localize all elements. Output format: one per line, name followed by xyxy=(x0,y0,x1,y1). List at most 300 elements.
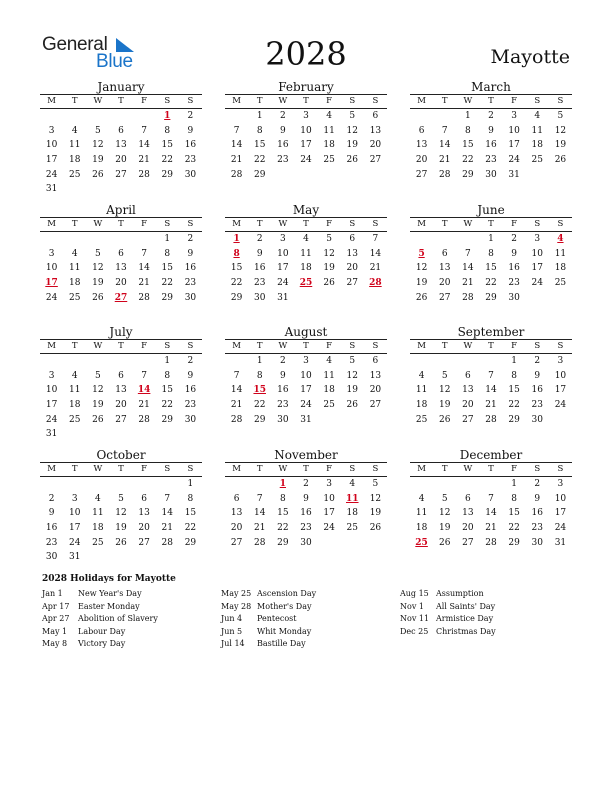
day-cell: 26 xyxy=(554,155,567,166)
day-grid xyxy=(40,232,202,305)
day-cell: 21 xyxy=(138,155,150,166)
day-cell: 1 xyxy=(187,479,194,489)
day-cell: 13 xyxy=(369,370,382,381)
day-cell: 9 xyxy=(256,248,263,259)
day-cell: 26 xyxy=(346,155,358,166)
weekday-label: T xyxy=(488,341,494,351)
day-cell: 16 xyxy=(531,508,543,519)
day-cell: 5 xyxy=(557,111,564,121)
day-cell: 1 xyxy=(256,356,263,366)
day-cell: 25 xyxy=(323,155,335,166)
weekday-label: F xyxy=(511,341,518,351)
holiday-date: May 8 xyxy=(42,639,68,648)
day-cell: 17 xyxy=(45,400,58,411)
day-cell: 13 xyxy=(138,508,150,519)
day-cell: 6 xyxy=(118,125,124,136)
day-cell: 2 xyxy=(303,479,309,489)
day-cell: 11 xyxy=(531,125,543,136)
empty-day-cell xyxy=(63,477,86,492)
day-cell: 14 xyxy=(161,508,173,519)
day-cell: 3 xyxy=(511,111,517,121)
weekday-label: W xyxy=(93,464,103,474)
day-cell: 2 xyxy=(48,493,55,504)
day-cell: 9 xyxy=(48,508,55,519)
day-cell: 13 xyxy=(115,140,127,151)
day-cell: 17 xyxy=(68,523,81,534)
weekday-label: S xyxy=(187,341,194,351)
day-cell: 22 xyxy=(277,523,289,534)
day-cell: 6 xyxy=(349,234,356,244)
weekday-label: M xyxy=(232,219,241,229)
calendar-year-title: 2028 xyxy=(265,35,347,73)
day-cell: 19 xyxy=(554,140,567,151)
day-cell: 18 xyxy=(346,508,358,519)
day-cell: 19 xyxy=(92,278,104,289)
day-cell: 16 xyxy=(45,523,58,534)
month-december xyxy=(410,448,572,550)
day-cell: 2 xyxy=(279,356,286,366)
weekday-label: S xyxy=(534,464,541,474)
weekday-label: S xyxy=(372,464,379,474)
holiday-row xyxy=(400,626,570,639)
day-cell: 6 xyxy=(464,370,471,381)
day-grid xyxy=(225,109,387,182)
day-grid xyxy=(410,232,572,305)
weekday-label: S xyxy=(557,96,564,106)
day-cell: 9 xyxy=(511,248,517,259)
logo-word-general: General xyxy=(42,34,108,55)
empty-day-cell xyxy=(156,477,179,492)
holiday-date: Apr 17 xyxy=(42,601,70,611)
day-cell: 9 xyxy=(488,125,494,136)
day-cell: 19 xyxy=(92,400,104,411)
day-cell: 5 xyxy=(118,493,124,504)
day-cell: 19 xyxy=(92,155,104,166)
weekday-label: M xyxy=(47,219,56,229)
day-cell: 29 xyxy=(161,414,173,425)
weekday-label: W xyxy=(463,96,473,106)
month-august xyxy=(225,325,387,427)
weekday-label: T xyxy=(303,341,309,351)
day-cell: 26 xyxy=(369,523,382,534)
day-cell: 11 xyxy=(68,263,81,274)
holiday-row xyxy=(42,613,212,626)
holidays-list-title: 2028 Holidays for Mayotte xyxy=(42,574,176,584)
day-cell: 20 xyxy=(138,523,150,534)
empty-day-cell xyxy=(433,477,456,492)
day-cell: 25 xyxy=(68,292,81,303)
day-cell: 5 xyxy=(94,125,101,136)
weekday-header xyxy=(225,217,387,232)
month-january xyxy=(40,80,202,197)
day-cell: 11 xyxy=(92,508,104,519)
day-cell: 30 xyxy=(184,292,197,303)
weekday-label: T xyxy=(256,341,263,351)
weekday-header xyxy=(40,94,202,109)
day-cell: 4 xyxy=(418,493,425,504)
day-cell: 12 xyxy=(415,263,428,274)
day-grid xyxy=(225,354,387,427)
day-cell: 24 xyxy=(277,278,289,289)
weekday-label: S xyxy=(187,96,194,106)
day-cell: 18 xyxy=(531,140,543,151)
day-cell: 3 xyxy=(303,356,309,366)
holiday-row xyxy=(221,626,391,639)
day-cell: 22 xyxy=(184,523,197,534)
day-cell: 29 xyxy=(485,292,497,303)
day-cell: 15 xyxy=(184,508,197,519)
day-cell: 29 xyxy=(253,169,266,180)
day-cell: 20 xyxy=(230,523,243,534)
day-cell: 23 xyxy=(277,400,289,411)
day-cell: 10 xyxy=(45,385,58,396)
day-cell: 30 xyxy=(253,292,266,303)
day-cell: 8 xyxy=(164,125,171,136)
holiday-day-cell: 14 xyxy=(137,385,151,396)
month-name: May xyxy=(292,203,320,217)
weekday-label: T xyxy=(303,464,309,474)
day-cell: 8 xyxy=(256,125,263,136)
holiday-date: Nov 11 xyxy=(400,614,430,623)
weekday-label: S xyxy=(164,96,171,106)
day-grid xyxy=(410,477,572,550)
day-cell: 22 xyxy=(253,155,266,166)
day-cell: 21 xyxy=(138,278,150,289)
day-cell: 27 xyxy=(346,278,358,289)
holiday-date: May 25 xyxy=(221,589,252,598)
month-september xyxy=(410,325,572,427)
day-cell: 27 xyxy=(138,537,150,548)
holiday-name: Whit Monday xyxy=(257,626,312,636)
weekday-label: T xyxy=(441,96,448,106)
day-cell: 1 xyxy=(511,479,517,489)
holiday-date: May 1 xyxy=(42,626,68,636)
holiday-row xyxy=(400,613,570,626)
weekday-label: T xyxy=(118,464,124,474)
day-cell: 27 xyxy=(230,537,243,548)
weekday-label: W xyxy=(93,219,103,229)
day-cell: 18 xyxy=(415,400,428,411)
day-cell: 30 xyxy=(184,414,197,425)
day-cell: 17 xyxy=(508,140,520,151)
day-cell: 18 xyxy=(68,155,81,166)
day-cell: 23 xyxy=(184,155,197,166)
weekday-header xyxy=(225,94,387,109)
weekday-label: T xyxy=(118,96,124,106)
day-cell: 4 xyxy=(418,370,425,381)
day-cell: 19 xyxy=(438,523,451,534)
day-cell: 20 xyxy=(115,155,127,166)
day-cell: 8 xyxy=(279,493,286,504)
holiday-name: New Year's Day xyxy=(78,589,142,598)
empty-day-cell xyxy=(63,109,86,124)
day-cell: 9 xyxy=(187,125,194,136)
day-cell: 21 xyxy=(485,523,497,534)
day-cell: 23 xyxy=(184,400,197,411)
day-cell: 9 xyxy=(534,370,541,381)
weekday-label: W xyxy=(463,341,473,351)
day-cell: 23 xyxy=(485,155,497,166)
empty-day-cell xyxy=(410,477,433,492)
day-cell: 6 xyxy=(141,493,147,504)
day-cell: 16 xyxy=(184,140,197,151)
day-cell: 9 xyxy=(303,493,309,504)
day-cell: 6 xyxy=(233,493,240,504)
weekday-label: M xyxy=(47,464,56,474)
holiday-row xyxy=(400,588,570,601)
day-cell: 8 xyxy=(511,370,517,381)
weekday-label: S xyxy=(557,464,564,474)
weekday-label: W xyxy=(278,464,288,474)
day-cell: 31 xyxy=(300,414,312,425)
empty-day-cell xyxy=(248,477,271,492)
day-cell: 24 xyxy=(68,537,81,548)
holiday-name: Labour Day xyxy=(78,626,126,636)
holiday-name: Mother's Day xyxy=(257,601,312,611)
day-cell: 22 xyxy=(508,400,520,411)
day-cell: 17 xyxy=(45,155,58,166)
day-cell: 26 xyxy=(92,169,104,180)
day-cell: 25 xyxy=(68,414,81,425)
day-cell: 30 xyxy=(45,552,58,563)
day-cell: 2 xyxy=(187,234,194,244)
day-cell: 10 xyxy=(277,248,289,259)
day-grid xyxy=(410,354,572,427)
day-cell: 9 xyxy=(279,370,286,381)
holiday-day-cell: 1 xyxy=(279,479,286,489)
empty-day-cell xyxy=(456,354,479,369)
weekday-label: M xyxy=(232,464,241,474)
day-cell: 10 xyxy=(554,493,567,504)
day-cell: 28 xyxy=(138,414,150,425)
month-march xyxy=(410,80,572,182)
weekday-header xyxy=(225,339,387,354)
month-name: July xyxy=(109,325,133,339)
day-cell: 19 xyxy=(115,523,127,534)
weekday-label: S xyxy=(349,464,356,474)
holiday-date: Jun 5 xyxy=(221,626,243,636)
day-cell: 16 xyxy=(184,263,197,274)
day-cell: 7 xyxy=(256,493,263,504)
day-cell: 13 xyxy=(230,508,243,519)
day-cell: 16 xyxy=(277,385,289,396)
day-cell: 18 xyxy=(300,263,312,274)
day-cell: 16 xyxy=(277,140,289,151)
weekday-label: W xyxy=(278,219,288,229)
holiday-row xyxy=(221,601,391,614)
holiday-column xyxy=(221,588,391,651)
day-cell: 1 xyxy=(256,111,263,121)
weekday-label: F xyxy=(511,96,518,106)
day-cell: 4 xyxy=(71,248,78,259)
day-cell: 26 xyxy=(92,414,104,425)
day-cell: 29 xyxy=(253,414,266,425)
empty-day-cell xyxy=(40,354,63,369)
holiday-name: Abolition of Slavery xyxy=(78,614,158,623)
weekday-label: M xyxy=(47,96,56,106)
day-cell: 16 xyxy=(300,508,312,519)
day-cell: 8 xyxy=(488,248,494,259)
weekday-label: M xyxy=(232,96,241,106)
day-cell: 25 xyxy=(415,414,428,425)
day-cell: 15 xyxy=(161,263,173,274)
holiday-day-cell: 25 xyxy=(299,278,313,289)
day-cell: 28 xyxy=(138,292,150,303)
holiday-name: Ascension Day xyxy=(257,589,317,598)
empty-day-cell xyxy=(133,109,156,124)
holiday-name: Easter Monday xyxy=(78,601,140,611)
day-cell: 17 xyxy=(323,508,335,519)
day-cell: 20 xyxy=(369,140,382,151)
day-cell: 2 xyxy=(187,111,194,121)
weekday-label: F xyxy=(141,464,148,474)
holiday-name: All Saints' Day xyxy=(436,601,496,611)
holiday-day-cell: 27 xyxy=(114,292,128,303)
weekday-label: T xyxy=(71,341,78,351)
day-cell: 27 xyxy=(115,169,127,180)
day-cell: 7 xyxy=(372,234,379,244)
month-name: March xyxy=(471,80,511,94)
day-cell: 13 xyxy=(115,263,127,274)
month-february xyxy=(225,80,387,182)
day-cell: 18 xyxy=(554,263,567,274)
day-cell: 5 xyxy=(441,370,448,381)
day-cell: 6 xyxy=(118,248,124,259)
weekday-label: T xyxy=(303,96,309,106)
day-cell: 26 xyxy=(346,400,358,411)
weekday-label: S xyxy=(164,464,171,474)
day-cell: 1 xyxy=(464,111,471,121)
holiday-date: Aug 15 xyxy=(400,589,429,598)
day-cell: 21 xyxy=(230,400,243,411)
month-name: August xyxy=(284,325,328,339)
day-cell: 20 xyxy=(115,278,127,289)
day-cell: 12 xyxy=(92,385,104,396)
day-cell: 31 xyxy=(45,429,58,440)
day-cell: 4 xyxy=(94,493,101,504)
day-cell: 15 xyxy=(485,263,497,274)
holiday-date: Apr 27 xyxy=(42,614,70,623)
empty-day-cell xyxy=(63,354,86,369)
day-cell: 27 xyxy=(415,169,428,180)
empty-day-cell xyxy=(225,109,248,124)
day-cell: 13 xyxy=(438,263,451,274)
weekday-label: F xyxy=(141,341,148,351)
day-cell: 11 xyxy=(323,125,335,136)
weekday-label: T xyxy=(256,464,263,474)
day-cell: 19 xyxy=(369,508,382,519)
weekday-label: M xyxy=(417,96,426,106)
empty-day-cell xyxy=(40,109,63,124)
weekday-label: W xyxy=(463,464,473,474)
day-cell: 4 xyxy=(71,370,78,381)
day-cell: 27 xyxy=(462,414,474,425)
month-name: October xyxy=(96,448,146,462)
day-cell: 14 xyxy=(138,140,150,151)
day-cell: 22 xyxy=(485,278,497,289)
day-cell: 7 xyxy=(464,248,471,259)
day-cell: 30 xyxy=(531,414,543,425)
day-cell: 18 xyxy=(323,140,335,151)
day-cell: 13 xyxy=(115,385,127,396)
day-cell: 18 xyxy=(415,523,428,534)
weekday-label: M xyxy=(417,341,426,351)
weekday-label: F xyxy=(326,464,333,474)
day-cell: 21 xyxy=(230,155,243,166)
day-cell: 23 xyxy=(531,523,543,534)
day-grid xyxy=(225,477,387,550)
day-cell: 2 xyxy=(534,356,541,366)
empty-day-cell xyxy=(225,477,248,492)
day-cell: 1 xyxy=(164,356,171,366)
weekday-label: F xyxy=(511,219,518,229)
empty-day-cell xyxy=(479,354,502,369)
day-cell: 8 xyxy=(164,370,171,381)
day-cell: 28 xyxy=(230,414,243,425)
day-cell: 24 xyxy=(508,155,520,166)
day-cell: 13 xyxy=(415,140,428,151)
day-cell: 26 xyxy=(92,292,104,303)
month-name: June xyxy=(477,203,505,217)
day-cell: 2 xyxy=(511,234,517,244)
weekday-label: S xyxy=(372,96,379,106)
day-cell: 15 xyxy=(230,263,243,274)
weekday-header xyxy=(40,339,202,354)
weekday-label: F xyxy=(326,96,333,106)
empty-day-cell xyxy=(133,232,156,247)
day-cell: 24 xyxy=(531,278,543,289)
day-cell: 2 xyxy=(256,234,263,244)
holiday-date: Jul 14 xyxy=(221,639,245,648)
weekday-label: T xyxy=(441,341,448,351)
day-cell: 24 xyxy=(300,155,312,166)
empty-day-cell xyxy=(40,477,63,492)
holiday-name: Victory Day xyxy=(78,639,126,648)
day-cell: 4 xyxy=(326,111,332,121)
day-cell: 29 xyxy=(508,537,520,548)
holiday-column xyxy=(42,588,212,651)
weekday-header xyxy=(410,94,572,109)
weekday-header xyxy=(410,339,572,354)
weekday-label: T xyxy=(118,341,124,351)
day-cell: 30 xyxy=(184,169,197,180)
day-cell: 11 xyxy=(323,370,335,381)
empty-day-cell xyxy=(40,232,63,247)
day-cell: 20 xyxy=(369,385,382,396)
day-cell: 5 xyxy=(349,356,356,366)
day-cell: 10 xyxy=(508,125,520,136)
day-cell: 7 xyxy=(233,370,240,381)
day-cell: 27 xyxy=(369,400,382,411)
day-cell: 30 xyxy=(485,169,497,180)
day-cell: 29 xyxy=(184,537,197,548)
weekday-label: S xyxy=(372,219,379,229)
holiday-name: Bastille Day xyxy=(257,639,306,648)
holiday-date: Jan 1 xyxy=(42,589,63,598)
day-cell: 10 xyxy=(300,370,312,381)
day-cell: 12 xyxy=(115,508,127,519)
weekday-label: S xyxy=(187,464,194,474)
empty-day-cell xyxy=(109,232,132,247)
weekday-label: S xyxy=(534,341,541,351)
day-cell: 21 xyxy=(161,523,173,534)
day-cell: 25 xyxy=(92,537,104,548)
day-cell: 26 xyxy=(115,537,127,548)
day-cell: 3 xyxy=(326,479,332,489)
weekday-label: T xyxy=(118,219,124,229)
day-grid xyxy=(40,477,202,565)
day-cell: 30 xyxy=(277,414,289,425)
